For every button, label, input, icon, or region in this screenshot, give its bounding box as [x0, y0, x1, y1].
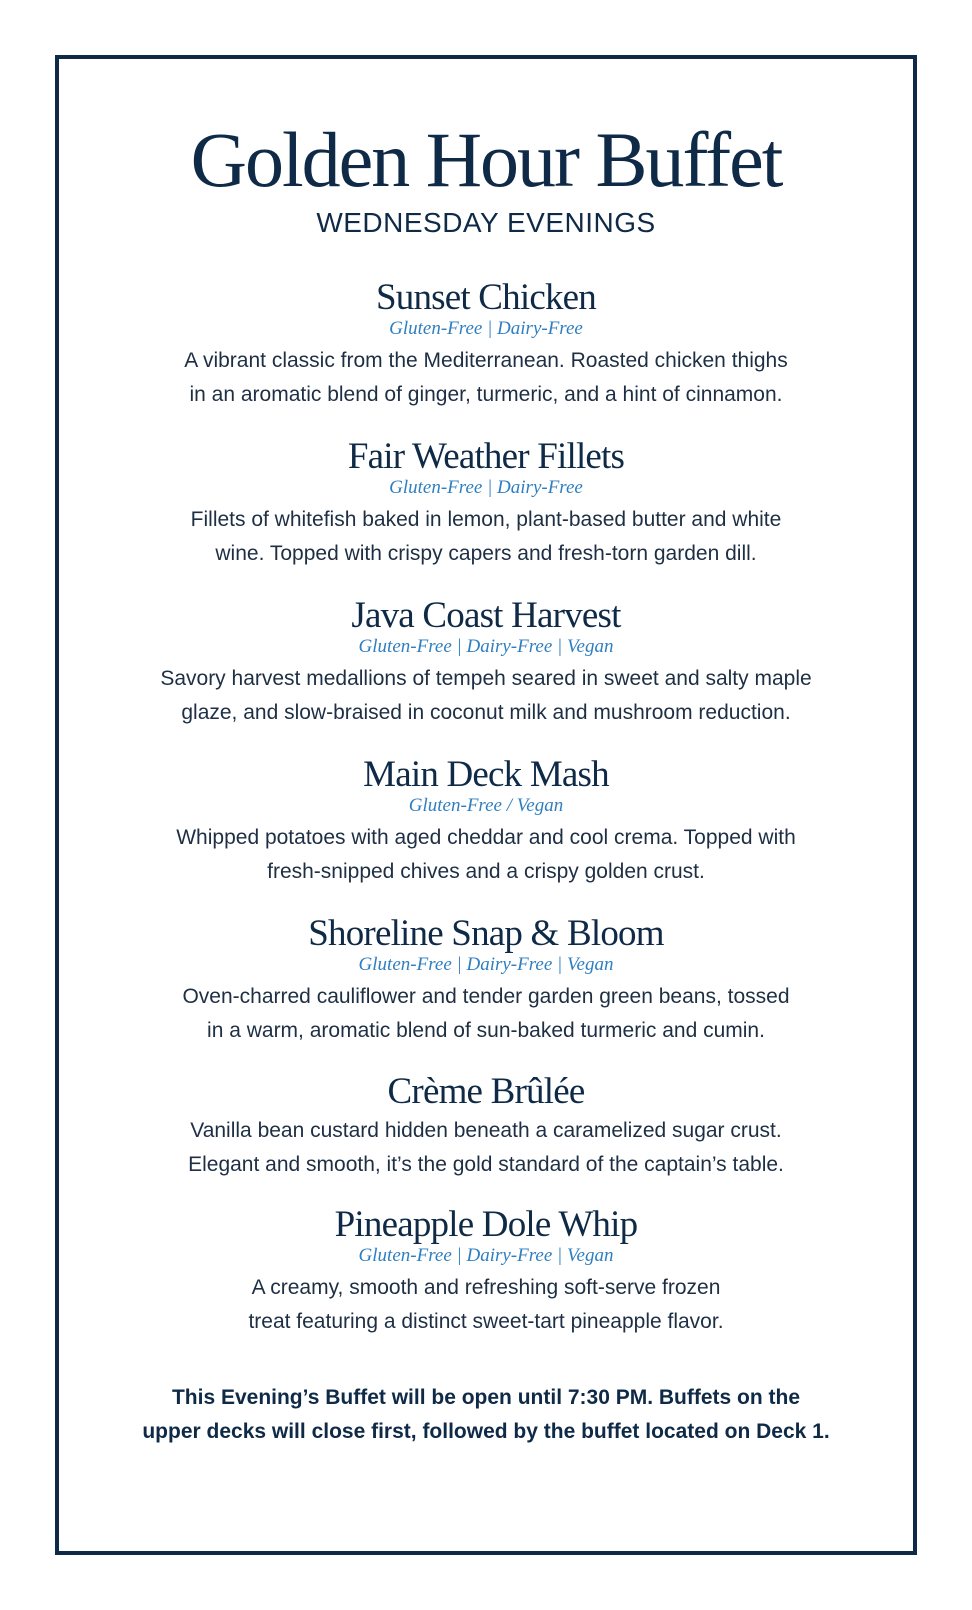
description-line: in a warm, aromatic blend of sun-baked turmeric and cumin. [207, 1019, 765, 1042]
page-subtitle: WEDNESDAY EVENINGS [316, 207, 656, 238]
menu-item-description [0, 344, 972, 412]
menu-item-creme-brulee [0, 1072, 972, 1182]
menu-item-description [0, 662, 972, 730]
menu-item-name: Sunset Chicken [375, 277, 597, 318]
description-line: glaze, and slow-braised in coconut milk and mushroom reduction. [181, 701, 791, 724]
menu-item-name: Fair Weather Fillets [347, 436, 625, 477]
description-line: Savory harvest medallions of tempeh seared in sweet and salty maple [160, 667, 812, 690]
menu-item-dietary-tags: Gluten-Free | Dairy-Free | Vegan [358, 1245, 614, 1266]
menu-item-description [0, 1114, 972, 1182]
description-line: treat featuring a distinct sweet-tart pineapple flavor. [248, 1310, 724, 1333]
menu-item-java-coast-harvest [0, 596, 972, 730]
menu-item-dietary-tags: Gluten-Free | Dairy-Free [389, 318, 583, 339]
menu-item-main-deck-mash [0, 755, 972, 889]
menu-item-sunset-chicken [0, 278, 972, 412]
menu-item-dietary-tags: Gluten-Free | Dairy-Free | Vegan [358, 954, 614, 975]
menu-item-description [0, 503, 972, 571]
menu-item-name: Crème Brûlée [387, 1071, 585, 1112]
menu-item-description [0, 1271, 972, 1339]
menu-item-dietary-tags: Gluten-Free / Vegan [408, 795, 564, 816]
notice-line: This Evening’s Buffet will be open until 7:30 PM. Buffets on the [171, 1386, 801, 1409]
description-line: wine. Topped with crispy capers and fresh-torn garden dill. [215, 542, 757, 565]
description-line: Fillets of whitefish baked in lemon, plant-based butter and white [190, 508, 782, 531]
menu-item-fair-weather-fillets [0, 437, 972, 571]
page-title: Golden Hour Buffet [190, 116, 782, 203]
menu-item-description [0, 821, 972, 889]
menu-item-name: Main Deck Mash [363, 754, 609, 795]
description-line: fresh-snipped chives and a crispy golden crust. [267, 860, 705, 883]
description-line: Vanilla bean custard hidden beneath a caramelized sugar crust. [190, 1119, 782, 1142]
buffet-hours-notice [0, 1381, 972, 1449]
menu-item-dietary-tags: Gluten-Free | Dairy-Free | Vegan [358, 636, 614, 657]
notice-line: upper decks will close first, followed by the buffet located on Deck 1. [142, 1420, 830, 1443]
description-line: Whipped potatoes with aged cheddar and cool crema. Topped with [176, 826, 796, 849]
description-line: Elegant and smooth, it’s the gold standard of the captain’s table. [188, 1153, 784, 1176]
menu-item-name: Java Coast Harvest [351, 595, 621, 636]
menu-item-dietary-tags: Gluten-Free | Dairy-Free [389, 477, 583, 498]
description-line: in an aromatic blend of ginger, turmeric, and a hint of cinnamon. [189, 383, 783, 406]
description-line: A vibrant classic from the Mediterranean. Roasted chicken thighs [184, 349, 788, 372]
menu-item-shoreline-snap-bloom [0, 914, 972, 1048]
menu-item-pineapple-dole-whip [0, 1205, 972, 1339]
menu-item-name: Shoreline Snap & Bloom [308, 913, 664, 954]
menu-item-name: Pineapple Dole Whip [334, 1204, 638, 1245]
menu-item-description [0, 980, 972, 1048]
description-line: Oven-charred cauliflower and tender garden green beans, tossed [182, 985, 790, 1008]
description-line: A creamy, smooth and refreshing soft-serve frozen [251, 1276, 721, 1299]
